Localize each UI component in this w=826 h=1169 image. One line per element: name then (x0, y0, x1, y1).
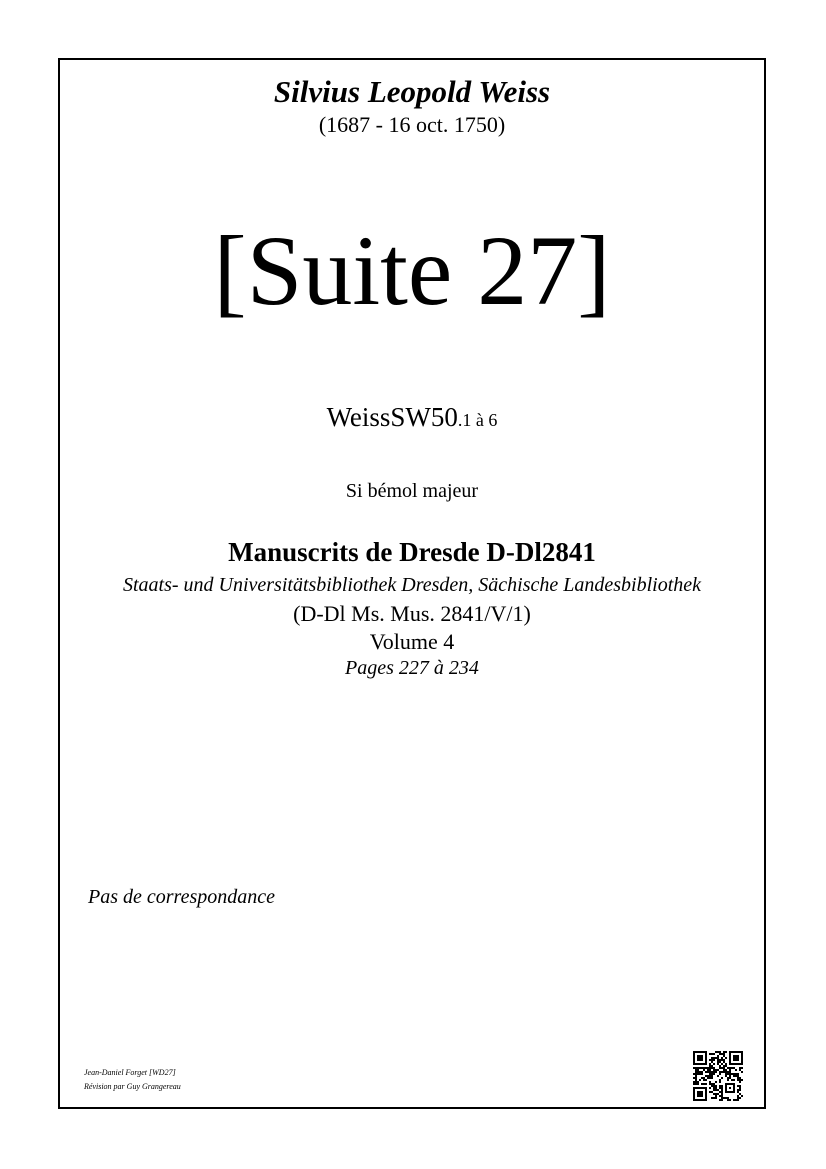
source-title: Manuscrits de Dresde D-Dl2841 (228, 537, 596, 567)
credits (84, 1066, 181, 1094)
qr-code-icon (693, 1051, 743, 1101)
work-key: Si bémol majeur (345, 480, 479, 502)
source-shelfmark: (D-Dl Ms. Mus. 2841/V/1) (293, 601, 531, 626)
catalog-range: .1 à 6 (457, 410, 498, 430)
catalog-number (58, 402, 766, 433)
source-volume: Volume 4 (369, 629, 455, 654)
composer-name: Silvius Leopold Weiss (273, 74, 551, 109)
source-library: Staats- und Universitätsbibliothek Dresden, Sächische Landesbibliothek (122, 574, 702, 596)
correspondence-note: Pas de correspondance (88, 886, 275, 908)
revision-credit: Révision par Guy Grangereau (84, 1082, 181, 1091)
editor-credit: Jean-Daniel Forget [WD27] (84, 1068, 176, 1077)
work-title: [Suite 27] (213, 215, 611, 326)
catalog-main: WeissSW50 (326, 402, 458, 432)
source-pages: Pages 227 à 234 (345, 657, 479, 679)
composer-dates: (1687 - 16 oct. 1750) (318, 112, 506, 137)
